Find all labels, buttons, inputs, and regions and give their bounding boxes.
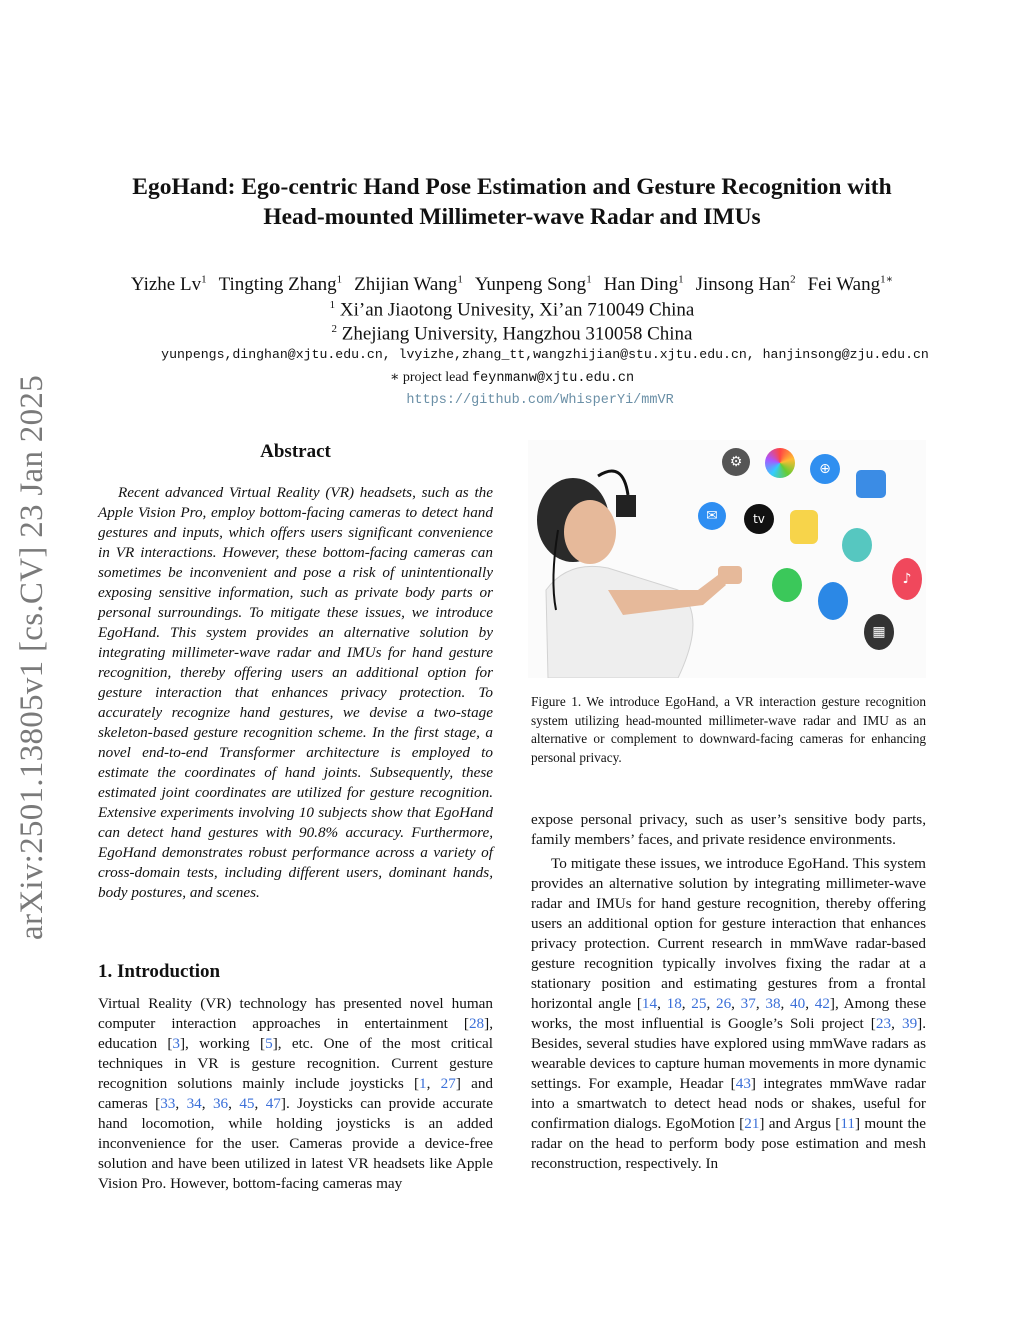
paragraph-text-run: ,	[891, 1015, 902, 1032]
citation-link[interactable]: 5	[265, 1035, 273, 1052]
citation-link[interactable]: 18	[666, 995, 682, 1012]
citation-link[interactable]: 40	[790, 995, 806, 1012]
author-affiliation-sup: 1∗	[880, 274, 894, 286]
section-heading-introduction: 1. Introduction	[98, 961, 221, 982]
project-lead-email: feynmanw@xjtu.edu.cn	[472, 371, 635, 386]
paragraph-text-run: ,	[681, 995, 692, 1012]
project-lead-label: ∗ project lead	[389, 370, 469, 385]
citation-link[interactable]: 33	[160, 1095, 176, 1112]
apple-tv-label: tv	[753, 512, 765, 526]
affiliation-1-text: Xi’an Jiaotong Univesity, Xi’an 710049 China	[339, 299, 695, 321]
photos-app-icon	[765, 448, 795, 478]
paragraph-text-run: ,	[731, 995, 741, 1012]
citation-link[interactable]: 43	[735, 1075, 751, 1092]
paragraph-text-run: ], education [	[98, 1015, 493, 1052]
mail-app-icon: ✉	[698, 502, 726, 530]
paragraph-text-run: ,	[426, 1075, 441, 1092]
keynote-app-icon	[818, 582, 848, 620]
citation-link[interactable]: 38	[765, 995, 781, 1012]
affiliation-2-sup: 2	[331, 323, 337, 335]
paragraph-text-run: ,	[201, 1095, 213, 1112]
citation-link[interactable]: 27	[440, 1075, 456, 1092]
paragraph-text-run: ] mount the radar on the head to perform body pose estimation and mesh reconstruction, respectively. In	[531, 1115, 926, 1172]
citation-link[interactable]: 21	[744, 1115, 760, 1132]
citation-link[interactable]: 36	[212, 1095, 229, 1112]
paragraph-text-run: ] integrates mmWave radar into a smartwatch to detect head nods or shakes, useful for confirmation dialogs. EgoMotion [	[531, 1075, 926, 1132]
paragraph-text-run: ,	[228, 1095, 240, 1112]
notes-app-icon	[790, 510, 818, 544]
safari-app-icon: ⊕	[810, 454, 840, 484]
author-affiliation-sup: 1	[336, 274, 343, 286]
author-emails: yunpengs,dinghan@xjtu.edu.cn, lvyizhe,zhang_tt,wangzhijian@stu.xjtu.edu.cn, hanjinsong@zju.edu.cn	[161, 347, 929, 362]
paragraph-text-run: ,	[805, 995, 815, 1012]
citation-link[interactable]: 14	[641, 995, 658, 1012]
author-name-text: Fei Wang	[807, 274, 881, 296]
author-affiliation-sup: 1	[457, 274, 463, 286]
citation-link[interactable]: 34	[186, 1095, 202, 1112]
citation-link[interactable]: 47	[265, 1095, 281, 1112]
paragraph-text-run: ]. Joysticks can provide accurate hand locomotion, while holding joysticks is an added inconvenience for the user. Cameras provide a device-free solution and have been utilized in latest VR headsets like Apple Vision Pro. However, bottom-facing cameras may	[98, 1095, 494, 1192]
title-line-2: Head-mounted Millimeter-wave Radar and IMUs	[263, 204, 761, 230]
citation-link[interactable]: 26	[715, 995, 732, 1012]
paragraph-text-run: Virtual Reality (VR) technology has presented novel human computer interaction approaches in entertainment [	[98, 995, 493, 1032]
affiliation-1-sup: 1	[329, 299, 336, 311]
intro-paragraph-1	[98, 994, 493, 1194]
apple-tv-app-icon	[744, 504, 774, 534]
paragraph-text-run: ,	[755, 995, 766, 1012]
arxiv-stamp: arXiv:2501.13805v1 [cs.CV] 23 Jan 2025	[14, 374, 50, 940]
paragraph-text-run: ,	[780, 995, 791, 1012]
title-line-1: EgoHand: Ego-centric Hand Pose Estimation and Gesture Recognition with	[132, 174, 892, 200]
author-name-text: Han Ding	[603, 274, 679, 296]
paragraph-text-run: ,	[657, 995, 667, 1012]
person-face	[564, 500, 616, 564]
author-affiliation-sup: 1	[678, 274, 684, 286]
figure-1-caption: Figure 1. We introduce EgoHand, a VR interaction gesture recognition system utilizing head-mounted millimeter-wave radar and IMU as an alternative or complement to downward-facing cameras for enhancing personal privacy.	[531, 694, 926, 766]
mindfulness-app-icon	[842, 528, 872, 562]
author-affiliation-sup: 2	[790, 274, 796, 286]
abstract-text: Recent advanced Virtual Reality (VR) headsets, such as the Apple Vision Pro, employ bottom-facing cameras to detect hand gestures and inputs, which offers users significant convenience in VR interactions. However, these bottom-facing cameras can sometimes be inconvenient and pose a risk of unintentionally exposing sensitive information, such as private body parts or personal surroundings. To mitigate these issues, we introduce EgoHand. This system provides an alternative solution by integrating millimeter-wave radar and IMUs for hand gesture recognition, thereby offering users an additional option for gesture interaction that enhances privacy protection. To accurately recognize hand gestures, we devise a two-stage skeleton-based gesture recognition scheme. In the first stage, a novel end-to-end Transformer architecture is employed to estimate the coordinates of hand joints. Subsequently, these estimated joint coordinates are utilized for gesture recognition. Extensive experiments involving 10 subjects show that EgoHand can detect hand gestures with 90.8% accuracy. Furthermore, EgoHand demonstrates robust performance across a variety of cross-domain tests, including different users, dominant hands, body postures, and scenes.	[98, 484, 493, 901]
author-name-text: Jinsong Han	[695, 274, 791, 296]
paragraph-text-run: ] and cameras [	[98, 1075, 494, 1112]
launchpad-app-icon: ▦	[864, 614, 894, 650]
paragraph-text-run: ,	[254, 1095, 266, 1112]
citation-link[interactable]: 45	[239, 1095, 255, 1112]
citation-link[interactable]: 28	[468, 1015, 485, 1032]
paragraph-text-run: ,	[175, 1095, 187, 1112]
author-affiliation-sup: 1	[201, 274, 207, 286]
intro-paragraph-1-continued: expose personal privacy, such as user’s sensitive body parts, family members’ faces, and private residence environments.	[531, 811, 926, 848]
intro-paragraph-2	[531, 854, 926, 1174]
paragraph-text-run: ], etc. One of the most critical techniques in VR is gesture recognition. Current gesture recognition solutions mainly include joysticks [	[98, 1035, 493, 1092]
paragraph-text-run: ]. Besides, several studies have explored using mmWave radars as wearable devices to capture human movements in more dynamic settings. For example, Headar [	[531, 1015, 927, 1092]
paragraph-text-run: ], Among these works, the most influential is Google’s Soli project [	[531, 995, 927, 1032]
citation-link[interactable]: 23	[875, 1015, 892, 1032]
author-name-text: Tingting Zhang	[218, 274, 337, 296]
citation-link[interactable]: 42	[814, 995, 830, 1012]
citation-link[interactable]: 25	[691, 995, 707, 1012]
author-name-text: Zhijian Wang	[354, 274, 458, 296]
files-app-icon	[856, 470, 886, 498]
citation-link[interactable]: 11	[840, 1115, 855, 1132]
paragraph-text-run: To mitigate these issues, we introduce EgoHand. This system provides an alternative solution by integrating millimeter-wave radar and IMUs for hand gesture recognition, thereby offering users an additional option for gesture interaction that enhances privacy protection. Current research in mmWave radar-based gesture recognition typically involves fixing the radar at a stationary position and estimating gestures from a frontal horizontal angle [	[531, 855, 926, 1012]
author-name-text: Yizhe Lv	[130, 274, 202, 296]
affiliation-2-text: Zhejiang University, Hangzhou 310058 China	[341, 323, 693, 345]
author-name-text: Yunpeng Song	[474, 274, 587, 296]
figure-1	[528, 440, 926, 678]
paper-title	[60, 172, 964, 232]
paragraph-text-run: ] and Argus [	[759, 1115, 841, 1132]
author-affiliation-sup: 1	[586, 274, 592, 286]
project-lead-line	[60, 369, 964, 388]
person-hand	[718, 566, 742, 584]
citation-link[interactable]: 1	[419, 1075, 427, 1092]
radar-device	[616, 495, 636, 517]
citation-link[interactable]: 3	[172, 1035, 180, 1052]
paragraph-text-run: ,	[706, 995, 716, 1012]
citation-link[interactable]: 39	[901, 1015, 918, 1032]
music-app-icon: ♪	[892, 558, 922, 600]
abstract-heading: Abstract	[260, 441, 331, 462]
settings-app-icon: ⚙	[722, 448, 750, 476]
repo-link[interactable]: https://github.com/WhisperYi/mmVR	[406, 393, 674, 408]
affiliation-2	[60, 317, 964, 346]
citation-link[interactable]: 37	[740, 995, 756, 1012]
facetime-app-icon	[772, 568, 802, 602]
paragraph-text-run: ], working [	[179, 1035, 266, 1052]
